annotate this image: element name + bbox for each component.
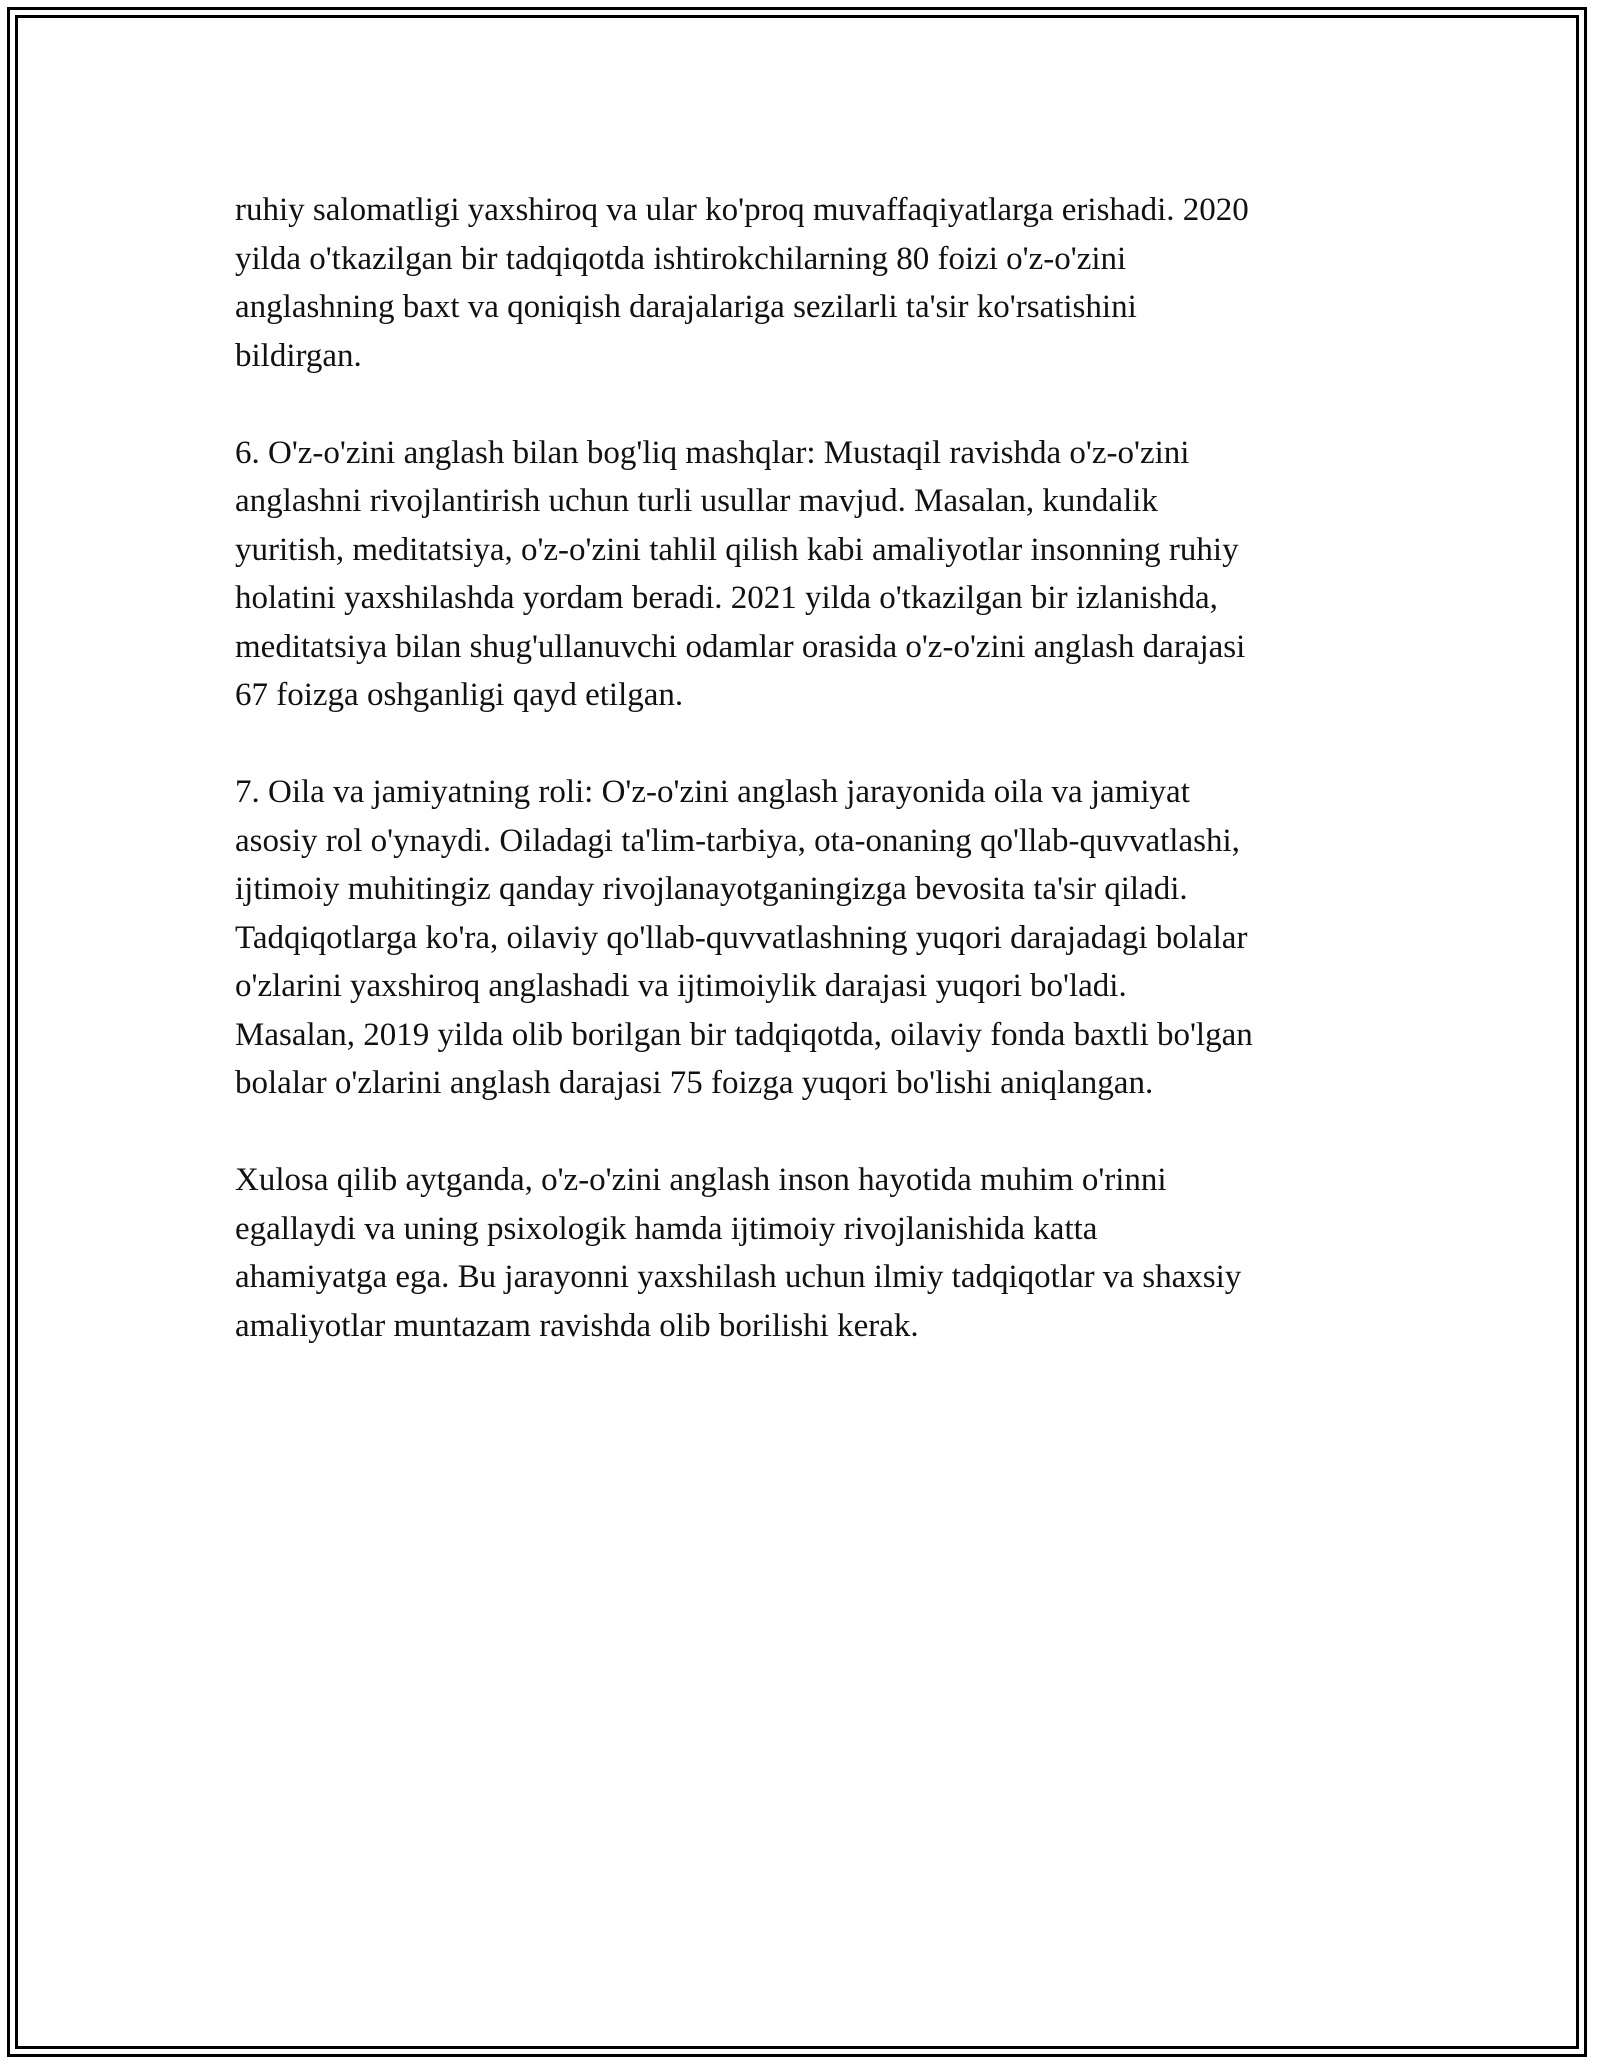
paragraph-spacer (235, 1108, 1375, 1157)
paragraph-exercises (235, 429, 1375, 720)
text-line: o'zlarini yaxshiroq anglashadi va ijtimoiylik darajasi yuqori bo'ladi. (235, 968, 1127, 1004)
paragraph-spacer (235, 720, 1375, 769)
text-line: anglashning baxt va qoniqish darajalariga sezilarli ta'sir ko'rsatishini (235, 289, 1137, 325)
text-line: asosiy rol o'ynaydi. Oiladagi ta'lim-tarbiya, ota-onaning qo'llab-quvvatlashi, (235, 822, 1240, 859)
document-body (235, 186, 1375, 1350)
text-line: 67 foizga oshganligi qayd etilgan. (235, 677, 684, 713)
paragraph-spacer (235, 380, 1375, 429)
text-line: 6. O'z-o'zini anglash bilan bog'liq mashqlar: Mustaqil ravishda o'z-o'zini (235, 434, 1190, 471)
text-line: egallaydi va uning psixologik hamda ijtimoiy rivojlanishida katta (235, 1210, 1098, 1247)
text-line: ruhiy salomatligi yaxshiroq va ular ko'proq muvaffaqiyatlarga erishadi. 2020 (235, 192, 1249, 228)
text-line: Masalan, 2019 yilda olib borilgan bir tadqiqotda, oilaviy fonda baxtli bo'lgan (235, 1016, 1253, 1053)
text-line: yuritish, meditatsiya, o'z-o'zini tahlil qilish kabi amaliyotlar insonning ruhiy (235, 531, 1239, 568)
text-line: anglashni rivojlantirish uchun turli usullar mavjud. Masalan, kundalik (235, 483, 1158, 519)
paragraph-family-role (235, 768, 1375, 1108)
text-line: bildirgan. (235, 337, 362, 374)
text-line: yilda o'tkazilgan bir tadqiqotda ishtirokchilarning 80 foizi o'z-o'zini (235, 240, 1127, 277)
text-line: amaliyotlar muntazam ravishda olib borilishi kerak. (235, 1307, 919, 1344)
paragraph-mental-health (235, 186, 1375, 380)
text-line: ijtimoiy muhitingiz qanday rivojlanayotganingizga bevosita ta'sir qiladi. (235, 871, 1188, 907)
text-line: ahamiyatga ega. Bu jarayonni yaxshilash uchun ilmiy tadqiqotlar va shaxsiy (235, 1259, 1242, 1295)
text-line: meditatsiya bilan shug'ullanuvchi odamlar orasida o'z-o'zini anglash darajasi (235, 628, 1246, 665)
text-line: holatini yaxshilashda yordam beradi. 2021 yilda o'tkazilgan bir izlanishda, (235, 580, 1218, 616)
text-line: Tadqiqotlarga ko'ra, oilaviy qo'llab-quvvatlashning yuqori darajadagi bolalar (235, 919, 1248, 956)
text-line: 7. Oila va jamiyatning roli: O'z-o'zini anglash jarayonida oila va jamiyat (235, 774, 1190, 810)
text-line: Xulosa qilib aytganda, o'z-o'zini anglash inson hayotida muhim o'rinni (235, 1162, 1167, 1198)
text-line: bolalar o'zlarini anglash darajasi 75 foizga yuqori bo'lishi aniqlangan. (235, 1065, 1154, 1101)
paragraph-conclusion (235, 1156, 1375, 1350)
